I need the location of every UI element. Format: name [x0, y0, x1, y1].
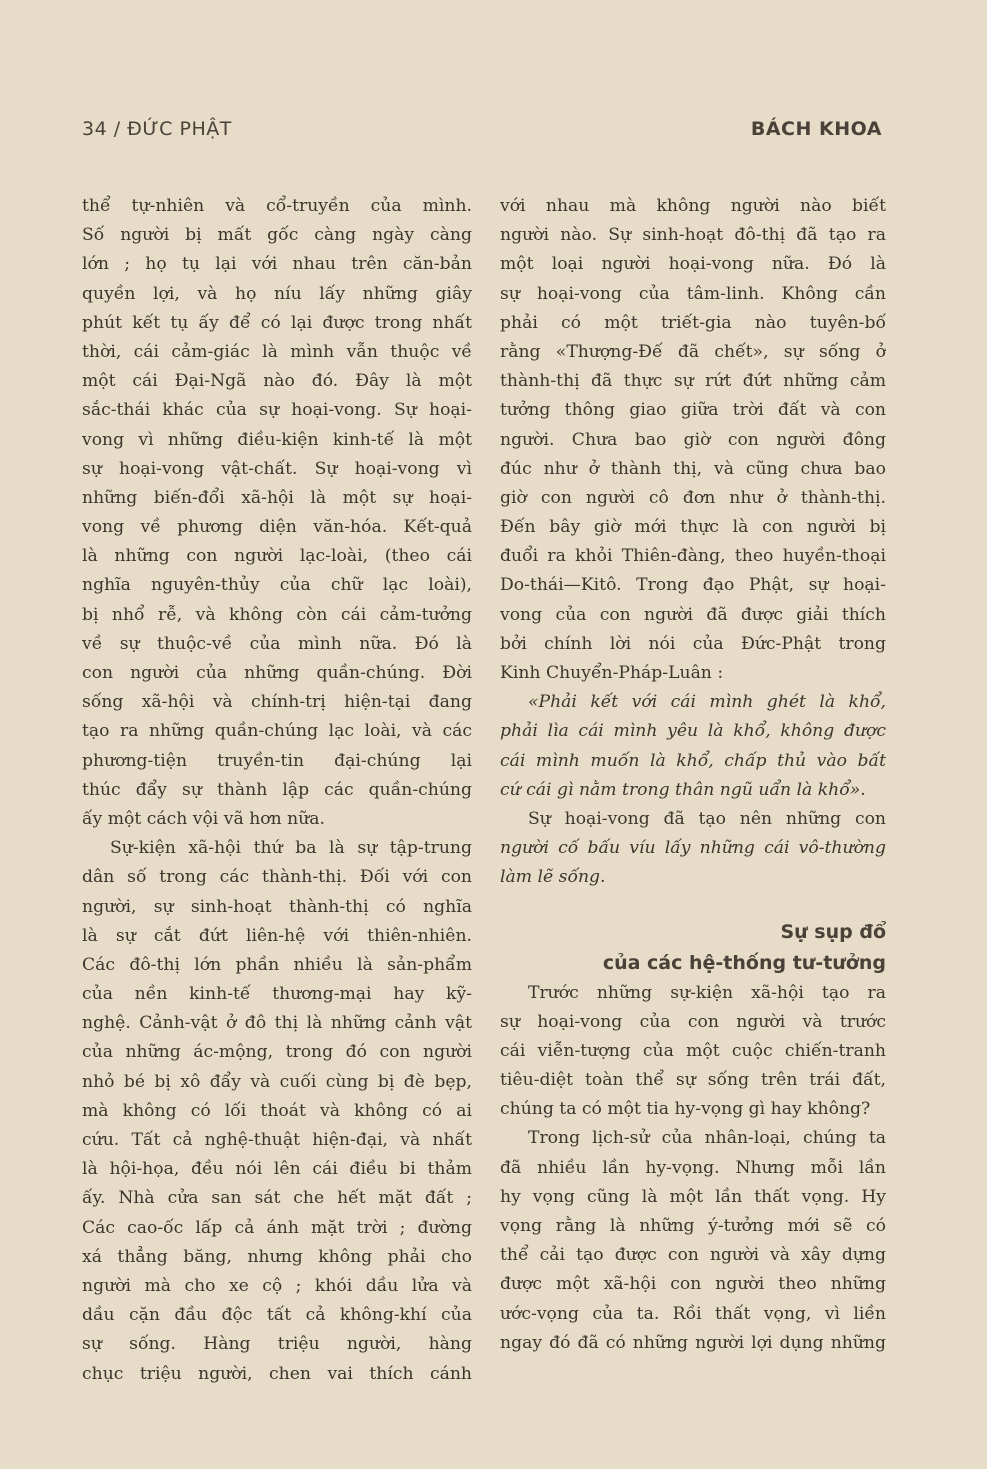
text-line: người mà cho xe cộ ; khói dầu lửa và [82, 1275, 472, 1296]
text-line: tưởng thông giao giữa trời đất và con [500, 400, 886, 421]
left-column [82, 192, 472, 1389]
section-heading: Sự sụp đổ [780, 920, 886, 943]
text-line: ấy một cách vội vã hơn nữa. [82, 808, 325, 829]
text-line: đã nhiều lần hy-vọng. Nhưng mỗi lần [500, 1157, 886, 1178]
text-line: Các đô-thị lớn phần nhiều là sản-phẩm [82, 954, 472, 975]
text-line: Do-thái—Kitô. Trong đạo Phật, sự hoại- [500, 575, 886, 596]
text-line: tạo ra những quần-chúng lạc loài, và các [82, 721, 472, 742]
text-line: chục triệu người, chen vai thích cánh [82, 1363, 472, 1384]
text-line: Đến bây giờ mới thực là con người bị [500, 517, 886, 538]
text-line: xá thẳng băng, nhưng không phải cho [82, 1246, 472, 1267]
text-line: người, sự sinh-hoạt thành-thị có nghĩa [82, 896, 472, 917]
text-line: sự hoại-vong của tâm-linh. Không cần [500, 283, 886, 304]
text-line: quyền lợi, và họ níu lấy những giây [82, 283, 472, 304]
text-line: được một xã-hội con người theo những [500, 1274, 886, 1295]
text-line: thời, cái cảm-giác là mình vẫn thuộc về [82, 341, 472, 362]
text-line: bị nhổ rễ, và không còn cái cảm-tưởng [82, 604, 472, 625]
text-line: là hội-họa, đều nói lên cái điều bi thảm [82, 1159, 472, 1180]
text-line: người. Chưa bao giờ con người đông [500, 429, 886, 450]
running-header [82, 118, 882, 142]
text-line: lớn ; họ tụ lại với nhau trên căn-bản [82, 254, 472, 275]
text-line: vong của con người đã được giải thích [500, 604, 886, 625]
text-line: người cố bấu víu lấy những cái vô-thường [500, 838, 886, 859]
text-line: vong về phương diện văn-hóa. Kết-quả [82, 517, 472, 538]
text-line: Các cao-ốc lấp cả ánh mặt trời ; đường [82, 1217, 472, 1238]
text-line: là những con người lạc-loài, (theo cái [82, 546, 472, 567]
text-line: sự hoại-vong của con người và trước [500, 1011, 886, 1032]
text-line: với nhau mà không người nào biết [500, 196, 886, 216]
text-line: nghĩa nguyên-thủy của chữ lạc loài), [82, 575, 472, 596]
text-line: một cái Đại-Ngã nào đó. Đây là một [82, 371, 472, 392]
text-line: Trước những sự-kiện xã-hội tạo ra [528, 982, 886, 1003]
header-magazine-name: BÁCH KHOA [750, 118, 882, 140]
text-line: ước-vọng của ta. Rồi thất vọng, vì liền [500, 1303, 886, 1324]
spacer [500, 893, 886, 917]
text-line: những biến-đổi xã-hội là một sự hoại- [82, 487, 472, 508]
text-line: thể tự-nhiên và cổ-truyền của mình. [82, 196, 472, 216]
right-column [500, 192, 886, 1358]
text-line: cứ cái gì nằm trong thân ngũ uẩn là khổ». [500, 779, 866, 800]
text-line: thể cải tạo được con người và xây dựng [500, 1245, 886, 1266]
text-line: về sự thuộc-về của mình nữa. Đó là [82, 633, 472, 654]
text-line: mà không có lối thoát và không có ai [82, 1100, 472, 1121]
text-line: ấy. Nhà cửa san sát che hết mặt đất ; [82, 1188, 472, 1209]
text-line: đuổi ra khỏi Thiên-đàng, theo huyền-thoại [500, 546, 886, 567]
text-line: sự hoại-vong vật-chất. Sự hoại-vong vì [82, 458, 472, 479]
text-line: của những ác-mộng, trong đó con người [82, 1042, 472, 1063]
text-line: Sự hoại-vong đã tạo nên những con [528, 808, 886, 829]
text-line: Kinh Chuyển-Pháp-Luân : [500, 663, 724, 683]
text-line: phút kết tụ ấy để có lại được trong nhất [82, 312, 472, 333]
text-line: thành-thị đã thực sự rứt đứt những cảm [500, 371, 886, 392]
text-line: bởi chính lời nói của Đức-Phật trong [500, 633, 886, 654]
text-line: rằng «Thượng-Đế đã chết», sự sống ở [500, 341, 886, 362]
text-line: một loại người hoại-vong nữa. Đó là [500, 254, 886, 275]
text-line: chúng ta có một tia hy-vọng gì hay không? [500, 1099, 871, 1120]
text-line: vọng rằng là những ý-tưởng mới sẽ có [500, 1216, 886, 1236]
text-line: Trong lịch-sử của nhân-loại, chúng ta [528, 1128, 886, 1149]
text-line: là sự cắt đứt liên-hệ với thiên-nhiên. [82, 925, 472, 946]
text-line: «Phải kết với cái mình ghét là khổ, [528, 692, 886, 713]
text-line: phải lìa cái mình yêu là khổ, không được [500, 721, 886, 742]
text-line: phải có một triết-gia nào tuyên-bố [500, 312, 886, 333]
header-page-title: 34 / ĐỨC PHẬT [82, 118, 232, 140]
text-line: Số người bị mất gốc càng ngày càng [82, 225, 472, 246]
section-heading: của các hệ-thống tư-tưởng [602, 951, 886, 974]
text-line: giờ con người cô đơn như ở thành-thị. [500, 487, 886, 508]
text-line: sự sống. Hàng triệu người, hàng [82, 1334, 472, 1355]
text-line: cái mình muốn là khổ, chấp thủ vào bất [500, 750, 886, 771]
text-line: người nào. Sự sinh-hoạt đô-thị đã tạo ra [500, 225, 886, 246]
text-line: hy vọng cũng là một lần thất vọng. Hy [500, 1186, 886, 1207]
text-line: phương-tiện truyền-tin đại-chúng lại [82, 750, 472, 771]
text-line: tiêu-diệt toàn thể sự sống trên trái đất, [500, 1070, 886, 1091]
text-line: con người của những quần-chúng. Đời [82, 663, 472, 683]
text-line: dầu cặn đầu độc tất cả không-khí của [82, 1305, 472, 1326]
text-line: làm lẽ sống. [500, 867, 606, 888]
text-line: sống xã-hội và chính-trị hiện-tại đang [82, 692, 472, 713]
text-line: thúc đẩy sự thành lập các quần-chúng [82, 779, 472, 800]
text-line: nghệ. Cảnh-vật ở đô thị là những cảnh vật [82, 1013, 472, 1034]
text-line: cái viễn-tượng của một cuộc chiến-tranh [500, 1040, 886, 1061]
text-line: đúc như ở thành thị, và cũng chưa bao [500, 458, 886, 479]
text-line: vong vì những điều-kiện kinh-tế là một [82, 429, 472, 450]
text-line: Sự-kiện xã-hội thứ ba là sự tập-trung [110, 838, 472, 859]
text-line: cứu. Tất cả nghệ-thuật hiện-đại, và nhất [82, 1130, 472, 1150]
text-line: sắc-thái khác của sự hoại-vong. Sự hoại- [82, 400, 472, 421]
text-line: ngay đó đã có những người lợi dụng những [500, 1332, 886, 1353]
text-line: nhỏ bé bị xô đẩy và cuối cùng bị đè bẹp, [82, 1071, 472, 1092]
text-line: của nền kinh-tế thương-mại hay kỹ- [82, 984, 472, 1005]
text-line: dân số trong các thành-thị. Đối với con [82, 867, 472, 888]
